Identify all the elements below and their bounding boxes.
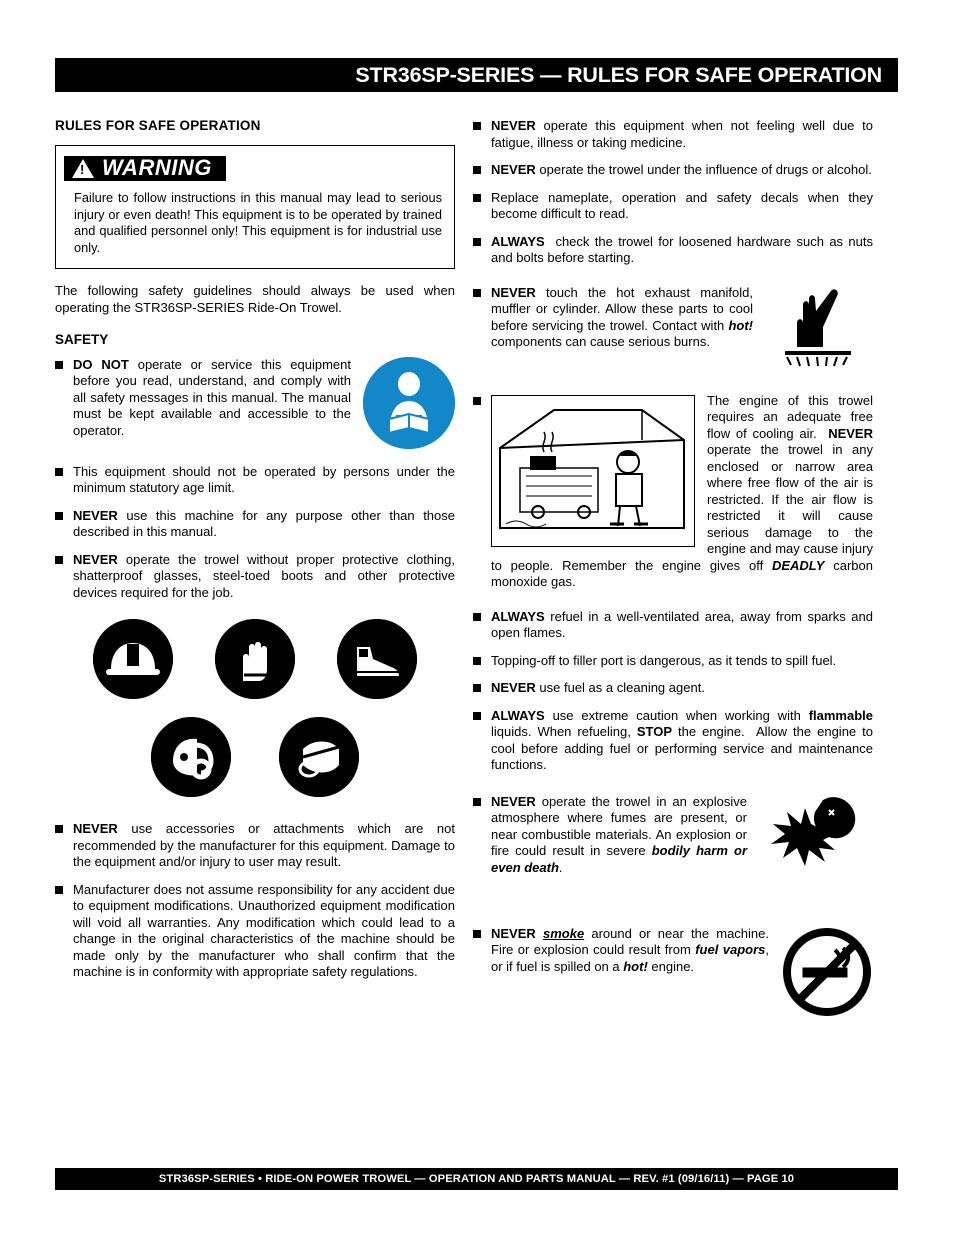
warning-label: WARNING	[102, 154, 212, 180]
list-item	[473, 285, 873, 377]
ppe-icon-row-2	[55, 717, 455, 797]
bullet-square-icon	[55, 825, 63, 833]
bullet-square-icon	[473, 194, 481, 202]
list-item	[473, 393, 873, 591]
bullet-square-icon	[473, 613, 481, 621]
safety-gloves-icon	[215, 619, 295, 699]
list-item-text: NEVER operate this equipment when not feeling well due to fatigue, illness or taking medicine.	[491, 118, 873, 150]
read-manual-icon	[363, 357, 455, 449]
bullet-square-icon	[473, 122, 481, 130]
footer-text: STR36SP-SERIES • RIDE-ON POWER TROWEL — OPERATION AND PARTS MANUAL — REV. #1 (09/16/11) — PAGE 10	[158, 1173, 795, 1185]
bullet-square-icon	[55, 468, 63, 476]
bullet-square-icon	[55, 512, 63, 520]
intro-paragraph: The following safety guidelines should always be used when operating the STR36SP-SERIES Ride-On Trowel.	[55, 283, 455, 315]
right-column	[473, 118, 873, 1029]
list-item	[473, 118, 873, 151]
page-footer-bar	[55, 1168, 898, 1190]
list-item-text: ALWAYS use extreme caution when working with flammable liquids. When refueling, STOP the engine. Allow the engine to cool before adding fuel or performing service and maintenance functions.	[491, 707, 873, 772]
list-item-text: Manufacturer does not assume responsibility for any accident due to equipment modifications. Unauthorized equipment modification will void all warranties. Any modification which could lead to a change in the original characteristics of the machine should be made only by the manufacturer who shall confirm that the machine is in conformity with appropriate safety regulations.	[73, 881, 455, 979]
list-item-text: DO NOT operate or service this equipment before you read, understand, and comply with all safety messages in this manual. The manual must be kept available and accessible to the operator.	[73, 356, 351, 438]
list-item-text: NEVER use accessories or attachments which are not recommended by the manufacturer for this equipment. Damage to the equipment and/or injury to user may result.	[73, 821, 455, 869]
warning-box	[55, 145, 455, 270]
list-item-text: NEVER operate the trowel under the influence of drugs or alcohol.	[491, 162, 872, 177]
list-item	[473, 708, 873, 774]
section-heading-rules: RULES FOR SAFE OPERATION	[55, 118, 261, 133]
ppe-icon-row-1	[55, 619, 455, 699]
list-item-text: ALWAYS check the trowel for loosened hardware such as nuts and bolts before starting.	[491, 233, 873, 265]
enclosed-area-shed-illustration	[491, 395, 695, 547]
hearing-protection-icon	[151, 717, 231, 797]
page-title: STR36SP-SERIES — RULES FOR SAFE OPERATION	[355, 62, 882, 87]
bullet-square-icon	[473, 657, 481, 665]
no-smoking-icon	[781, 926, 873, 1018]
list-item	[473, 234, 873, 267]
list-item	[55, 357, 455, 453]
list-item	[55, 508, 455, 541]
list-item-text: This equipment should not be operated by persons under the minimum statutory age limit.	[73, 463, 455, 495]
list-item	[55, 882, 455, 981]
bullet-square-icon	[55, 556, 63, 564]
list-item-text: NEVER touch the hot exhaust manifold, muffler or cylinder. Allow these parts to cool before servicing the trowel. Contact with hot! components can cause serious burns.	[491, 284, 753, 349]
bullet-square-icon	[473, 798, 481, 806]
list-item	[55, 464, 455, 497]
list-item	[473, 653, 873, 670]
left-bullet-list	[55, 357, 455, 602]
warning-text: Failure to follow instructions in this manual may lead to serious injury or even death! This equipment is to be operated by trained and qualified personnel only! This equipment is for industrial use only.	[74, 190, 442, 255]
bullet-square-icon	[473, 684, 481, 692]
bullet-square-icon	[55, 361, 63, 369]
hard-hat-icon	[93, 619, 173, 699]
bullet-square-icon	[473, 166, 481, 174]
list-item-text: Topping-off to filler port is dangerous, as it tends to spill fuel.	[491, 652, 837, 668]
safety-boot-icon	[337, 619, 417, 699]
left-bullet-list-2	[55, 821, 455, 981]
list-item	[55, 821, 455, 871]
section-heading-safety: SAFETY	[55, 332, 109, 347]
warning-triangle-icon	[72, 159, 94, 178]
page-header-bar	[55, 58, 898, 92]
bullet-square-icon	[473, 397, 481, 405]
list-item	[473, 794, 873, 906]
list-item-text: NEVER use this machine for any purpose other than those described in this manual.	[73, 507, 455, 539]
list-item-text: ALWAYS refuel in a well-ventilated area, away from sparks and open flames.	[491, 608, 873, 640]
bullet-square-icon	[55, 886, 63, 894]
list-item-text: NEVER use fuel as a cleaning agent.	[491, 680, 705, 695]
list-item-text: Replace nameplate, operation and safety decals when they become difficult to read.	[491, 189, 873, 221]
list-item-text: The engine of this trowel requires an adequate free flow of cooling air. NEVER operate the trowel in any enclosed or narrow area where free flow of the air is restricted. If the air flow is restricted it will cause serious damage to the engine and may cause injury to people. Remember the engine gives off DEADLY carbon monoxide gas.	[491, 392, 873, 589]
list-item-text: NEVER operate the trowel without proper protective clothing, shatterproof glasses, steel-toed boots and other protective devices required for the job.	[73, 551, 455, 600]
bullet-square-icon	[473, 930, 481, 938]
warning-banner	[64, 156, 226, 181]
list-item	[473, 162, 873, 179]
list-item-text: NEVER operate the trowel in an explosive atmosphere where fumes are present, or near combustible materials. An explosion or fire could result in severe bodily harm or even death.	[491, 793, 747, 875]
hot-surface-hand-icon	[763, 285, 873, 375]
list-item	[473, 680, 873, 697]
safety-glasses-icon	[279, 717, 359, 797]
list-item	[473, 190, 873, 223]
list-item-text: NEVER smoke around or near the machine. Fire or explosion could result from fuel vapors, or if fuel is spilled on a hot! engine.	[491, 925, 769, 974]
left-column	[55, 118, 455, 992]
bullet-square-icon	[473, 712, 481, 720]
bullet-square-icon	[473, 289, 481, 297]
list-item	[473, 609, 873, 642]
right-bullet-list	[473, 118, 873, 1018]
list-item	[473, 926, 873, 1018]
list-item	[55, 552, 455, 602]
explosion-hazard-icon	[761, 794, 873, 904]
bullet-square-icon	[473, 238, 481, 246]
